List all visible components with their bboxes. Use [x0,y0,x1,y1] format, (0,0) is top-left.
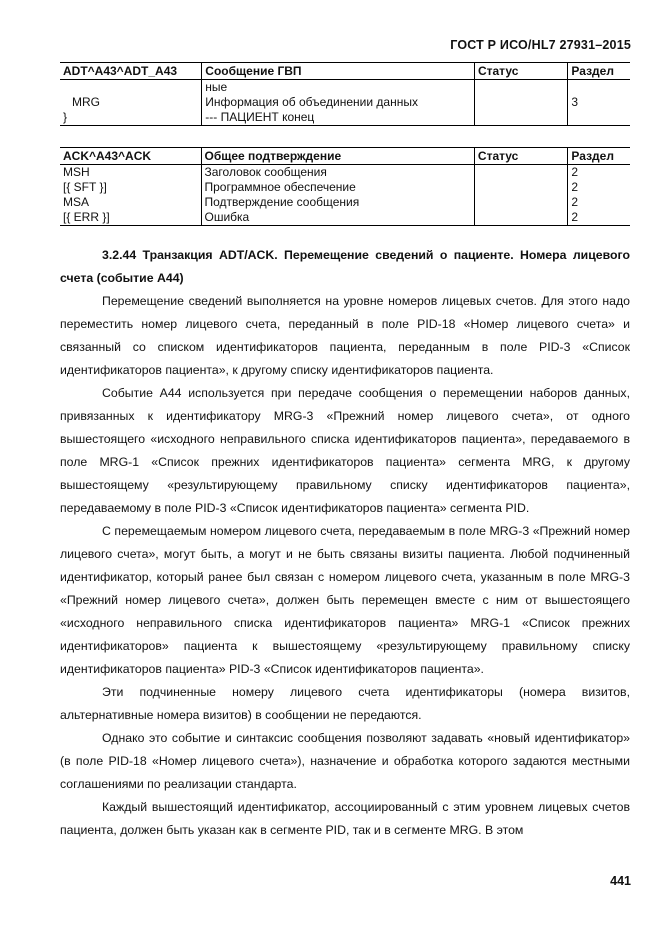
table-row [60,210,630,226]
table-cell [568,80,630,96]
table-cell: 2 [568,165,630,181]
table-cell [568,110,630,126]
paragraph: Каждый вышестоящий идентификатор, ассоциированный с этим уровнем лицевых счетов пациента, должен быть указан как в сегменте PID, так и в сегменте MRG. В этом [60,800,630,837]
table-cell [474,165,568,181]
section-heading: 3.2.44 Транзакция ADT/ACK. Перемещение сведений о пациенте. Номера лицевого счета (событие A44) [60,248,630,285]
table-cell: Заголовок сообщения [201,165,474,181]
table-cell [474,95,567,110]
body-text [60,244,630,842]
table-cell: 2 [568,195,630,210]
table-cell: } [60,110,202,126]
ack-structure-table [60,147,630,226]
paragraph: Однако это событие и синтаксис сообщения позволяют задавать «новый идентификатор» (в поле PID-18 «Номер лицевого счета»), назначение и обработка которого задаются местными соглашениями по реализации стандарта. [60,731,630,791]
document-header: ГОСТ Р ИСО/HL7 27931–2015 [450,38,631,52]
col-header: Сообщение ГВП [202,63,475,80]
table-row [60,110,630,126]
table-row [60,165,630,181]
table-cell: 3 [568,95,630,110]
table-cell [474,195,568,210]
table-cell: Программное обеспечение [201,180,474,195]
message-structure-table [60,62,630,126]
col-header: ADT^A43^ADT_A43 [60,63,202,80]
table-cell [474,210,568,226]
table-cell: MSH [63,165,90,179]
table-cell: Подтверждение сообщения [201,195,474,210]
table-cell: [{ ERR }] [60,210,201,226]
col-header: Раздел [568,63,630,80]
table-cell: ные [202,80,475,96]
table-cell [474,180,568,195]
table-row [60,195,630,210]
table-cell: 2 [568,180,630,195]
table-cell: Информация об объединении данных [202,95,475,110]
table-cell [60,80,202,96]
table-cell: Ошибка [201,210,474,226]
table-cell: MRG [72,95,100,109]
table-row [60,180,630,195]
paragraph: С перемещаемым номером лицевого счета, передаваемым в поле MRG-3 «Прежний номер лицевого счета», могут быть, а могут и не быть связаны визиты пациента. Любой подчиненный идентификатор, который ранее был связан с номером лицевого счета, указанным в поле MRG-3 «Прежний номер лицевого счета», должен быть перемещен вместе с ним от вышестоящего «исходного неправильного списка идентификаторов пациента» MRG-1 «Список прежних идентификаторов» пациента к вышестоящему «результирующему правильному списку идентификаторов пациента» PID-3 «Список идентификаторов пациента». [60,524,630,676]
table-row [60,95,630,110]
page-number: 441 [610,874,631,888]
col-header: Статус [474,148,568,165]
table-cell: MSA [63,195,90,209]
paragraph: Эти подчиненные номеру лицевого счета идентификаторы (номера визитов, альтернативные номера визитов) в сообщении не передаются. [60,685,630,722]
table-cell: 2 [568,210,630,226]
col-header: ACK^A43^ACK [60,148,201,165]
table-row [60,80,630,96]
paragraph: Событие A44 используется при передаче сообщения о перемещении наборов данных, привязанных к идентификатору MRG-3 «Прежний номер лицевого счета», от одного вышестоящего «исходного неправильного списка идентификаторов пациента», передаваемого в поле MRG-1 «Список прежних идентификаторов пациента» сегмента MRG, к другому вышестоящему «результирующему правильному списку идентификаторов пациента», передаваемому в поле PID-3 «Список идентификаторов пациента» сегмента PID. [60,386,630,515]
paragraph: Перемещение сведений выполняется на уровне номеров лицевых счетов. Для этого надо переместить номер лицевого счета, переданный в поле PID-18 «Номер лицевого счета» и связанный со списком идентификаторов пациента, переданным в поле PID-3 «Список идентификаторов пациента», к другому списку идентификаторов пациента. [60,294,630,377]
table-cell [474,80,567,96]
table-cell: [{ SFT }] [63,180,107,194]
table-cell: --- ПАЦИЕНТ конец [202,110,475,126]
col-header: Раздел [568,148,630,165]
table-cell [474,110,567,126]
col-header: Статус [474,63,567,80]
col-header: Общее подтверждение [201,148,474,165]
